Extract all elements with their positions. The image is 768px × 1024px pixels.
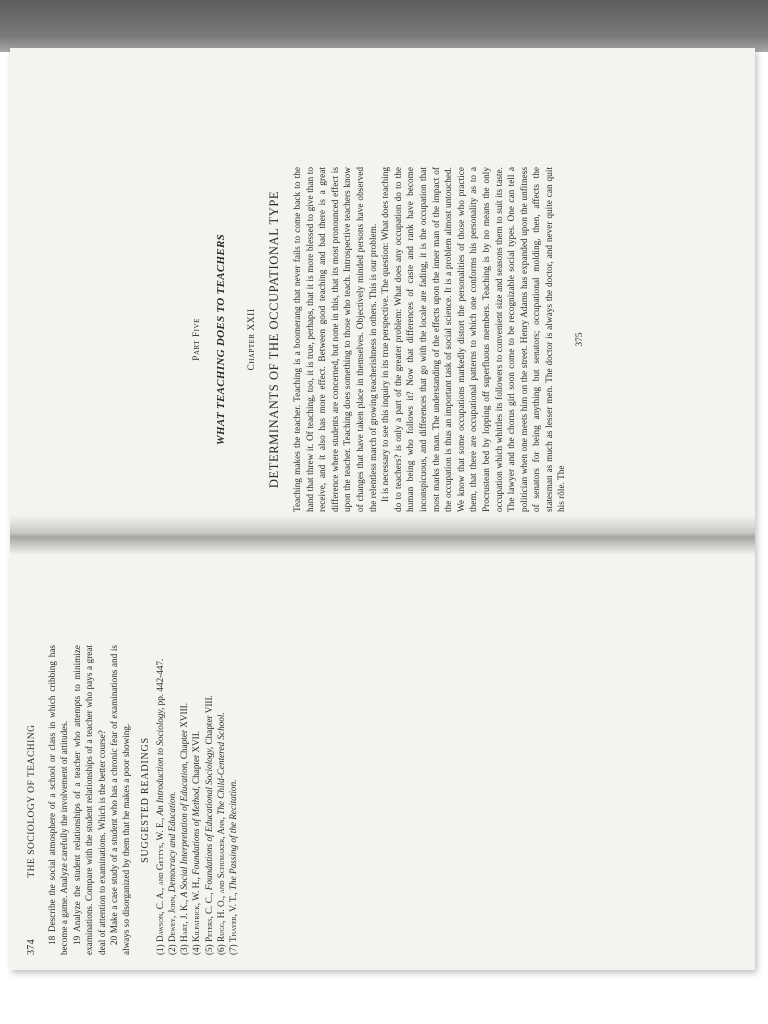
right-page-number: 375 [575,332,586,347]
left-page-header [26,645,37,955]
book-gutter [10,515,755,555]
reading-item: (7) Thayer, V. T., The Passing of the Recitation. [228,779,239,955]
part-title: WHAT TEACHING DOES TO TEACHERS [215,233,227,446]
question-20: 20 Make a case study of a student who has a chronic fear of examinations and is always so disorganized by them that he makes a poor showing. [109,645,132,955]
chapter-title: DETERMINANTS OF THE OCCUPATIONAL TYPE [267,190,281,489]
reading-item: (4) Kilpatrick, W. H., Foundations of Method, Chapter XVII. [191,730,202,955]
left-page [26,645,239,955]
reading-item: (6) Rugg, H. O., and Schumaker, Ann, The Child-Centered School. [215,712,226,955]
running-head: THE SOCIOLOGY OF TEACHING [27,724,37,878]
suggested-readings-list [154,645,239,955]
body-paragraph: Teaching makes the teacher. Teaching is a boomerang that never fails to come back to the hand that threw it. Of teaching, too, it is true, perhaps, that it is more blessed to give than to receive, and it also has more effect. Between good teaching and bad there is a great difference where students are concerned, but none in this, that its most pronounced effect is upon the teacher. Teaching does something to those who teach. Introspective teachers know of changes that have taken place in themselves. Objectively minded persons have observed the relentless march of growing teacherishness in others. This is our problem. [293,167,379,512]
reading-item: (2) Dewey, John, Democracy and Education. [167,791,178,955]
suggested-readings-heading: SUGGESTED READINGS [139,737,151,863]
question-19: 19 Analyze the student relationships of a teacher who attempts to minimize examinations. Compare with the student relationships of a teacher who pays a great deal of attention to examinations. Which is the better course? [71,645,107,955]
reading-item: (5) Peters, C. C., Foundations of Educational Sociology, Chapter VIII. [203,695,214,955]
left-page-number: 374 [26,939,37,955]
chapter-label: Chapter XXII [247,308,257,371]
part-label: Part Five [192,318,202,361]
reading-item: (1) Dawson, C. A., and Gettys, W. E., An Introduction to Sociology, pp. 442-447. [154,658,165,955]
reading-item: (3) Hart, J. K., A Social Interpretation of Education, Chapter XVIII. [179,702,190,955]
right-page [190,167,720,512]
body-paragraph: It is necessary to see this inquiry in its true perspective. The question: What does teaching do to teachers? is only a part of the greater problem: What does any occupation do to the human being who follows it? Now that differences of caste and rank have become inconspicuous, and differences that go with the locale are fading, it is the occupation that most marks the man. The understanding of the effects upon the inner man of the impact of the occupation is thus an important task of social science. It is a problem almost untouched. We know that some occupations markedly distort the personalities of those who practice them, that there are occupational patterns to which one conforms his personality as to a Procrustean bed by lopping off superfluous members. Teaching is by no means the only occupation which whittles its followers to convenient size and seasons them to suit its taste. The lawyer and the chorus girl soon come to be recognizable social types. One can tell a politician when one meets him on the street. Henry Adams has expanded upon the unfitness of senators for being anything but senators; occupational molding, then, affects the statesman as much as lesser men. The doctor is always the doctor, and never quite can quit his rôle. The [381,167,568,512]
question-18: 18 Describe the social atmosphere of a school or class in which cribbing has become a game. Analyze carefully the involvement of attitudes. [47,645,70,955]
scan-border [0,0,768,52]
